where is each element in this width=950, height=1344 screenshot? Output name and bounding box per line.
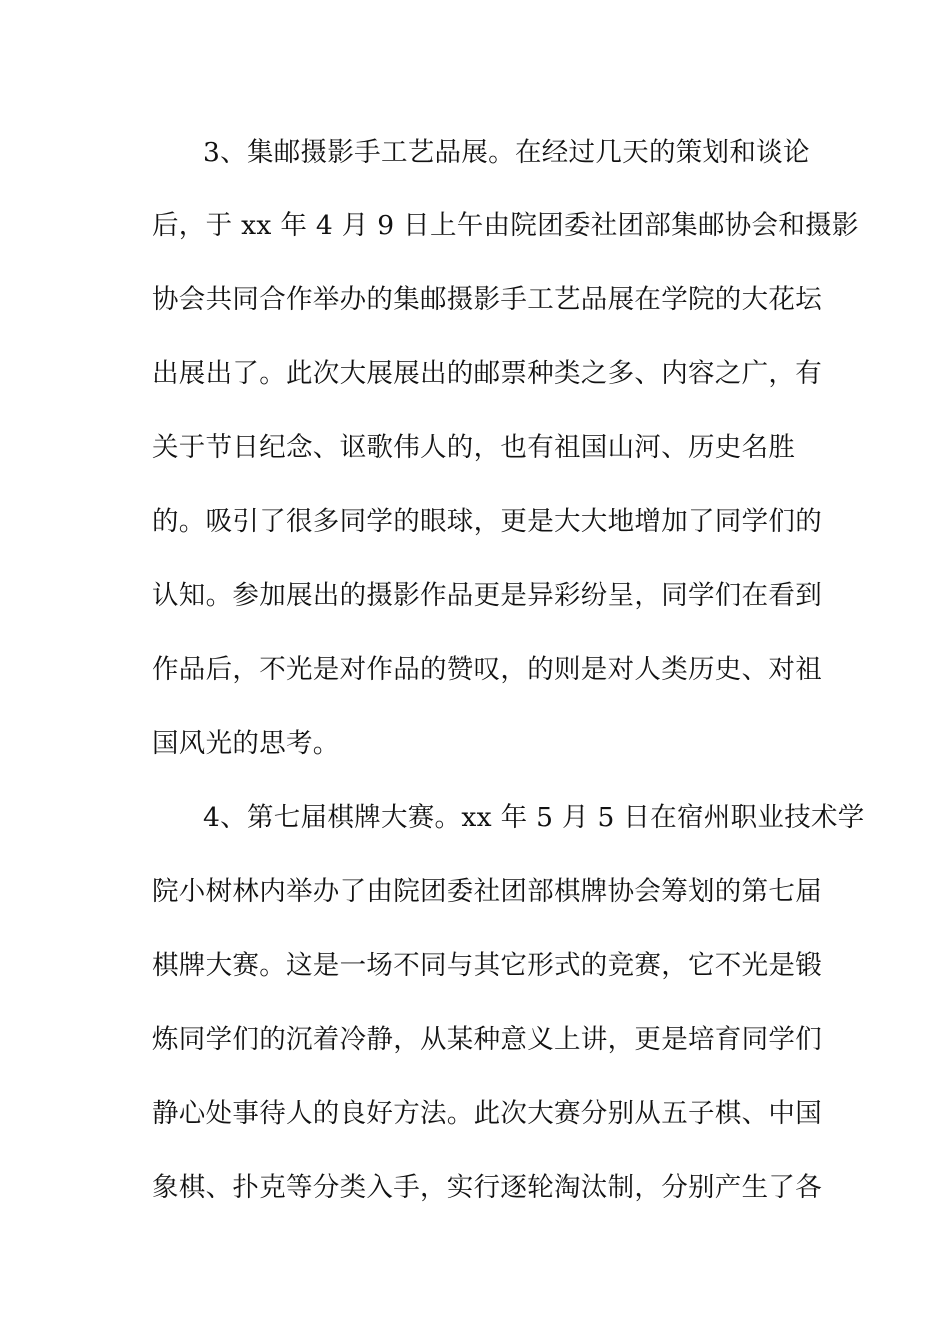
paragraph-3-line-6: 的。吸引了很多同学的眼球，更是大大地增加了同学们的 [152,506,822,537]
paragraph-4-line-3: 棋牌大赛。这是一场不同与其它形式的竞赛，它不光是锻 [152,950,822,981]
paragraph-4-line-6: 象棋、扑克等分类入手，实行逐轮淘汰制，分别产生了各 [152,1172,822,1203]
paragraph-4-line-4: 炼同学们的沉着冷静，从某种意义上讲，更是培育同学们 [152,1024,822,1055]
paragraph-3-line-9: 国风光的思考。 [152,728,340,759]
paragraph-4-line-2: 院小树林内举办了由院团委社团部棋牌协会筹划的第七届 [152,876,822,907]
paragraph-3-line-3: 协会共同合作举办的集邮摄影手工艺品展在学院的大花坛 [152,284,822,315]
paragraph-4-line-5: 静心处事待人的良好方法。此次大赛分别从五子棋、中国 [152,1098,822,1129]
paragraph-3-line-1: 3、集邮摄影手工艺品展。在经过几天的策划和谈论 [203,137,810,168]
paragraph-3-line-5: 关于节日纪念、讴歌伟人的，也有祖国山河、历史名胜 [152,432,796,463]
paragraph-3-line-4: 出展出了。此次大展展出的邮票种类之多、内容之广，有 [152,358,822,389]
paragraph-4-line-1: 4、第七届棋牌大赛。xx 年 5 月 5 日在宿州职业技术学 [203,802,865,833]
paragraph-3-line-8: 作品后，不光是对作品的赞叹，的则是对人类历史、对祖 [152,654,822,685]
paragraph-3-line-7: 认知。参加展出的摄影作品更是异彩纷呈，同学们在看到 [152,580,822,611]
paragraph-3-line-2: 后，于 xx 年 4 月 9 日上午由院团委社团部集邮协会和摄影 [152,210,859,241]
